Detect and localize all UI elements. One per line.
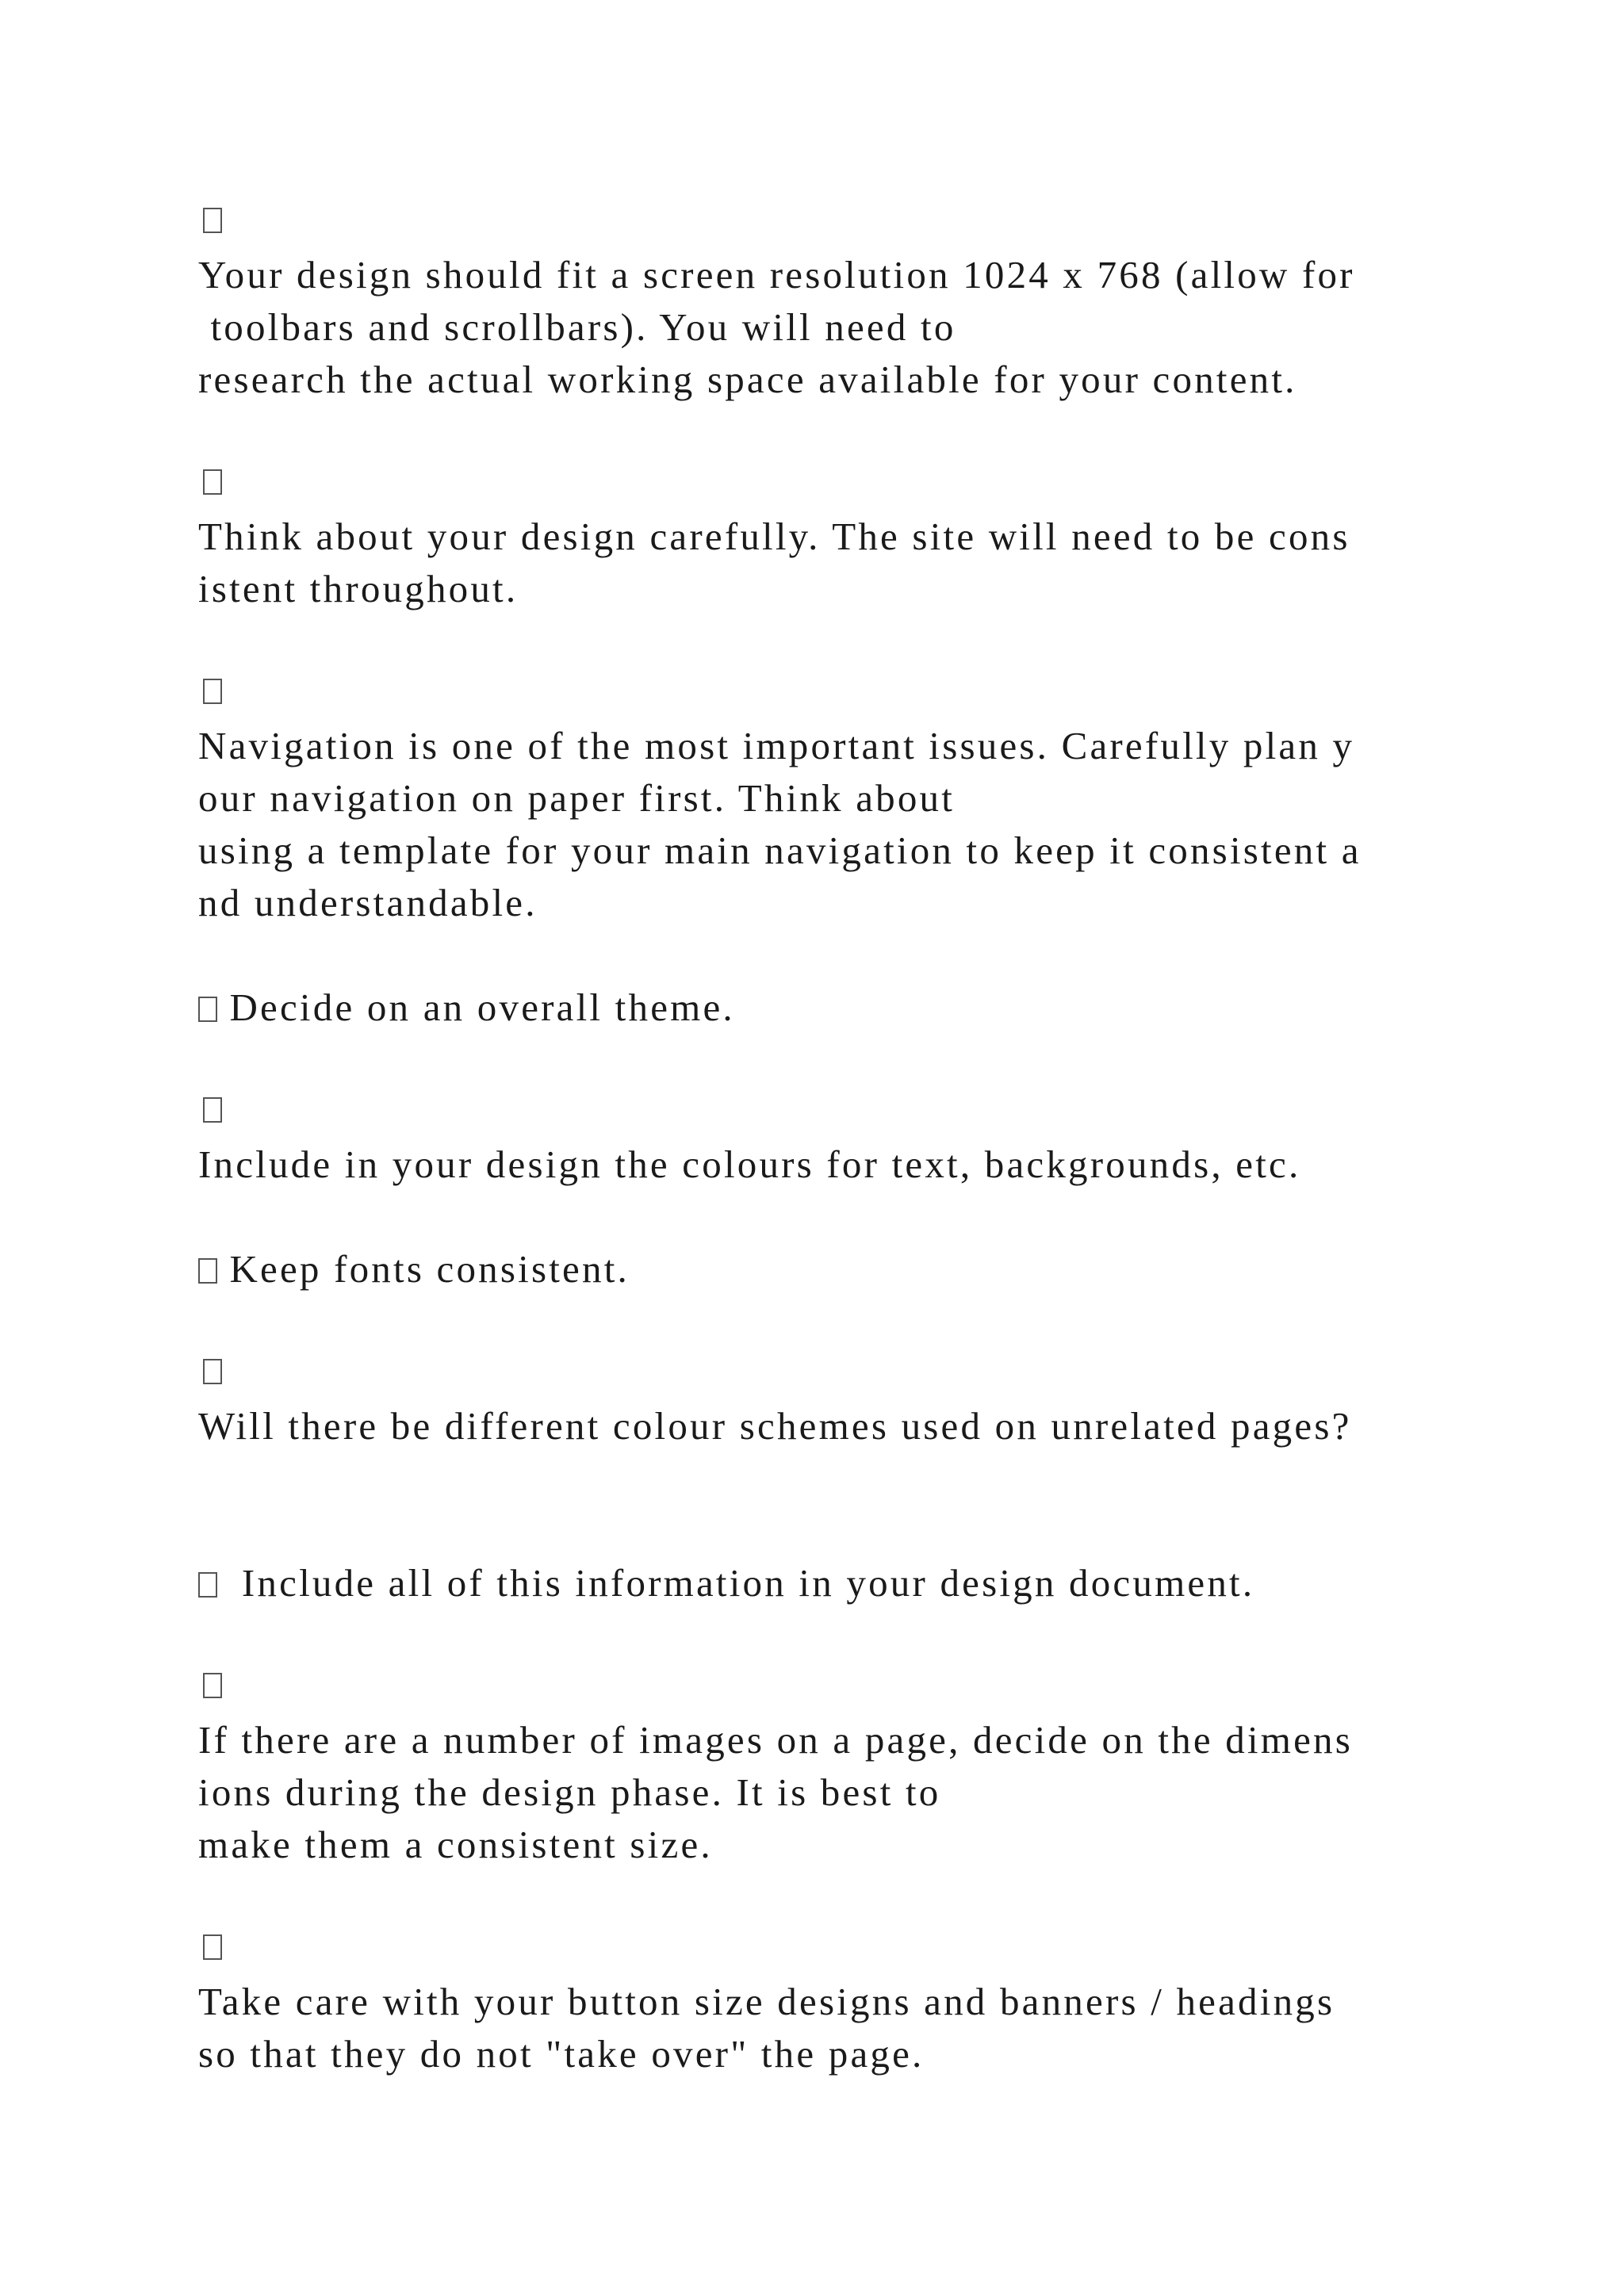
bullet-glyph-icon	[203, 1359, 222, 1384]
body-text-line: istent throughout.	[198, 567, 519, 610]
body-text-line: our navigation on paper first. Think about	[198, 776, 956, 820]
body-text-line: ions during the design phase. It is best to	[198, 1770, 941, 1814]
body-text-line: Include all of this information in your design document.	[217, 1561, 1255, 1605]
inline-bullet-item	[198, 1557, 1254, 1609]
body-text-line: If there are a number of images on a page, decide on the dimens	[198, 1718, 1354, 1762]
bullet-glyph-icon	[198, 997, 217, 1022]
body-text-line: Navigation is one of the most important issues. Carefully plan y	[198, 724, 1355, 767]
body-text-line: research the actual working space available for your content.	[198, 358, 1297, 401]
bullet-glyph-icon	[203, 208, 222, 233]
body-text-line: toolbars and scrollbars). You will need to	[198, 305, 956, 349]
inline-bullet-item	[198, 1243, 630, 1295]
body-text-line: Think about your design carefully. The site will need to be cons	[198, 515, 1350, 558]
body-text-line: Decide on an overall theme.	[217, 985, 735, 1029]
body-text-line: Keep fonts consistent.	[217, 1247, 630, 1291]
body-text-line: make them a consistent size.	[198, 1823, 713, 1866]
body-text-line: nd understandable.	[198, 881, 538, 924]
bullet-glyph-icon	[198, 1258, 217, 1284]
body-text-line: Will there be different colour schemes used on unrelated pages?	[198, 1404, 1352, 1448]
body-text-line: Your design should fit a screen resolution 1024 x 768 (allow for	[198, 253, 1355, 297]
body-text-line: using a template for your main navigation to keep it consistent a	[198, 828, 1362, 872]
bullet-glyph-icon	[203, 1934, 222, 1960]
inline-bullet-item	[198, 982, 735, 1034]
bullet-glyph-icon	[203, 1673, 222, 1698]
body-text-line: Take care with your button size designs and banners / headings	[198, 1980, 1335, 2023]
body-text-line: Include in your design the colours for text, backgrounds, etc.	[198, 1142, 1301, 1186]
bullet-glyph-icon	[203, 1097, 222, 1123]
body-text-line: so that they do not "take over" the page.	[198, 2032, 925, 2076]
bullet-glyph-icon	[203, 679, 222, 704]
bullet-glyph-icon	[203, 469, 222, 495]
bullet-glyph-icon	[198, 1572, 217, 1598]
